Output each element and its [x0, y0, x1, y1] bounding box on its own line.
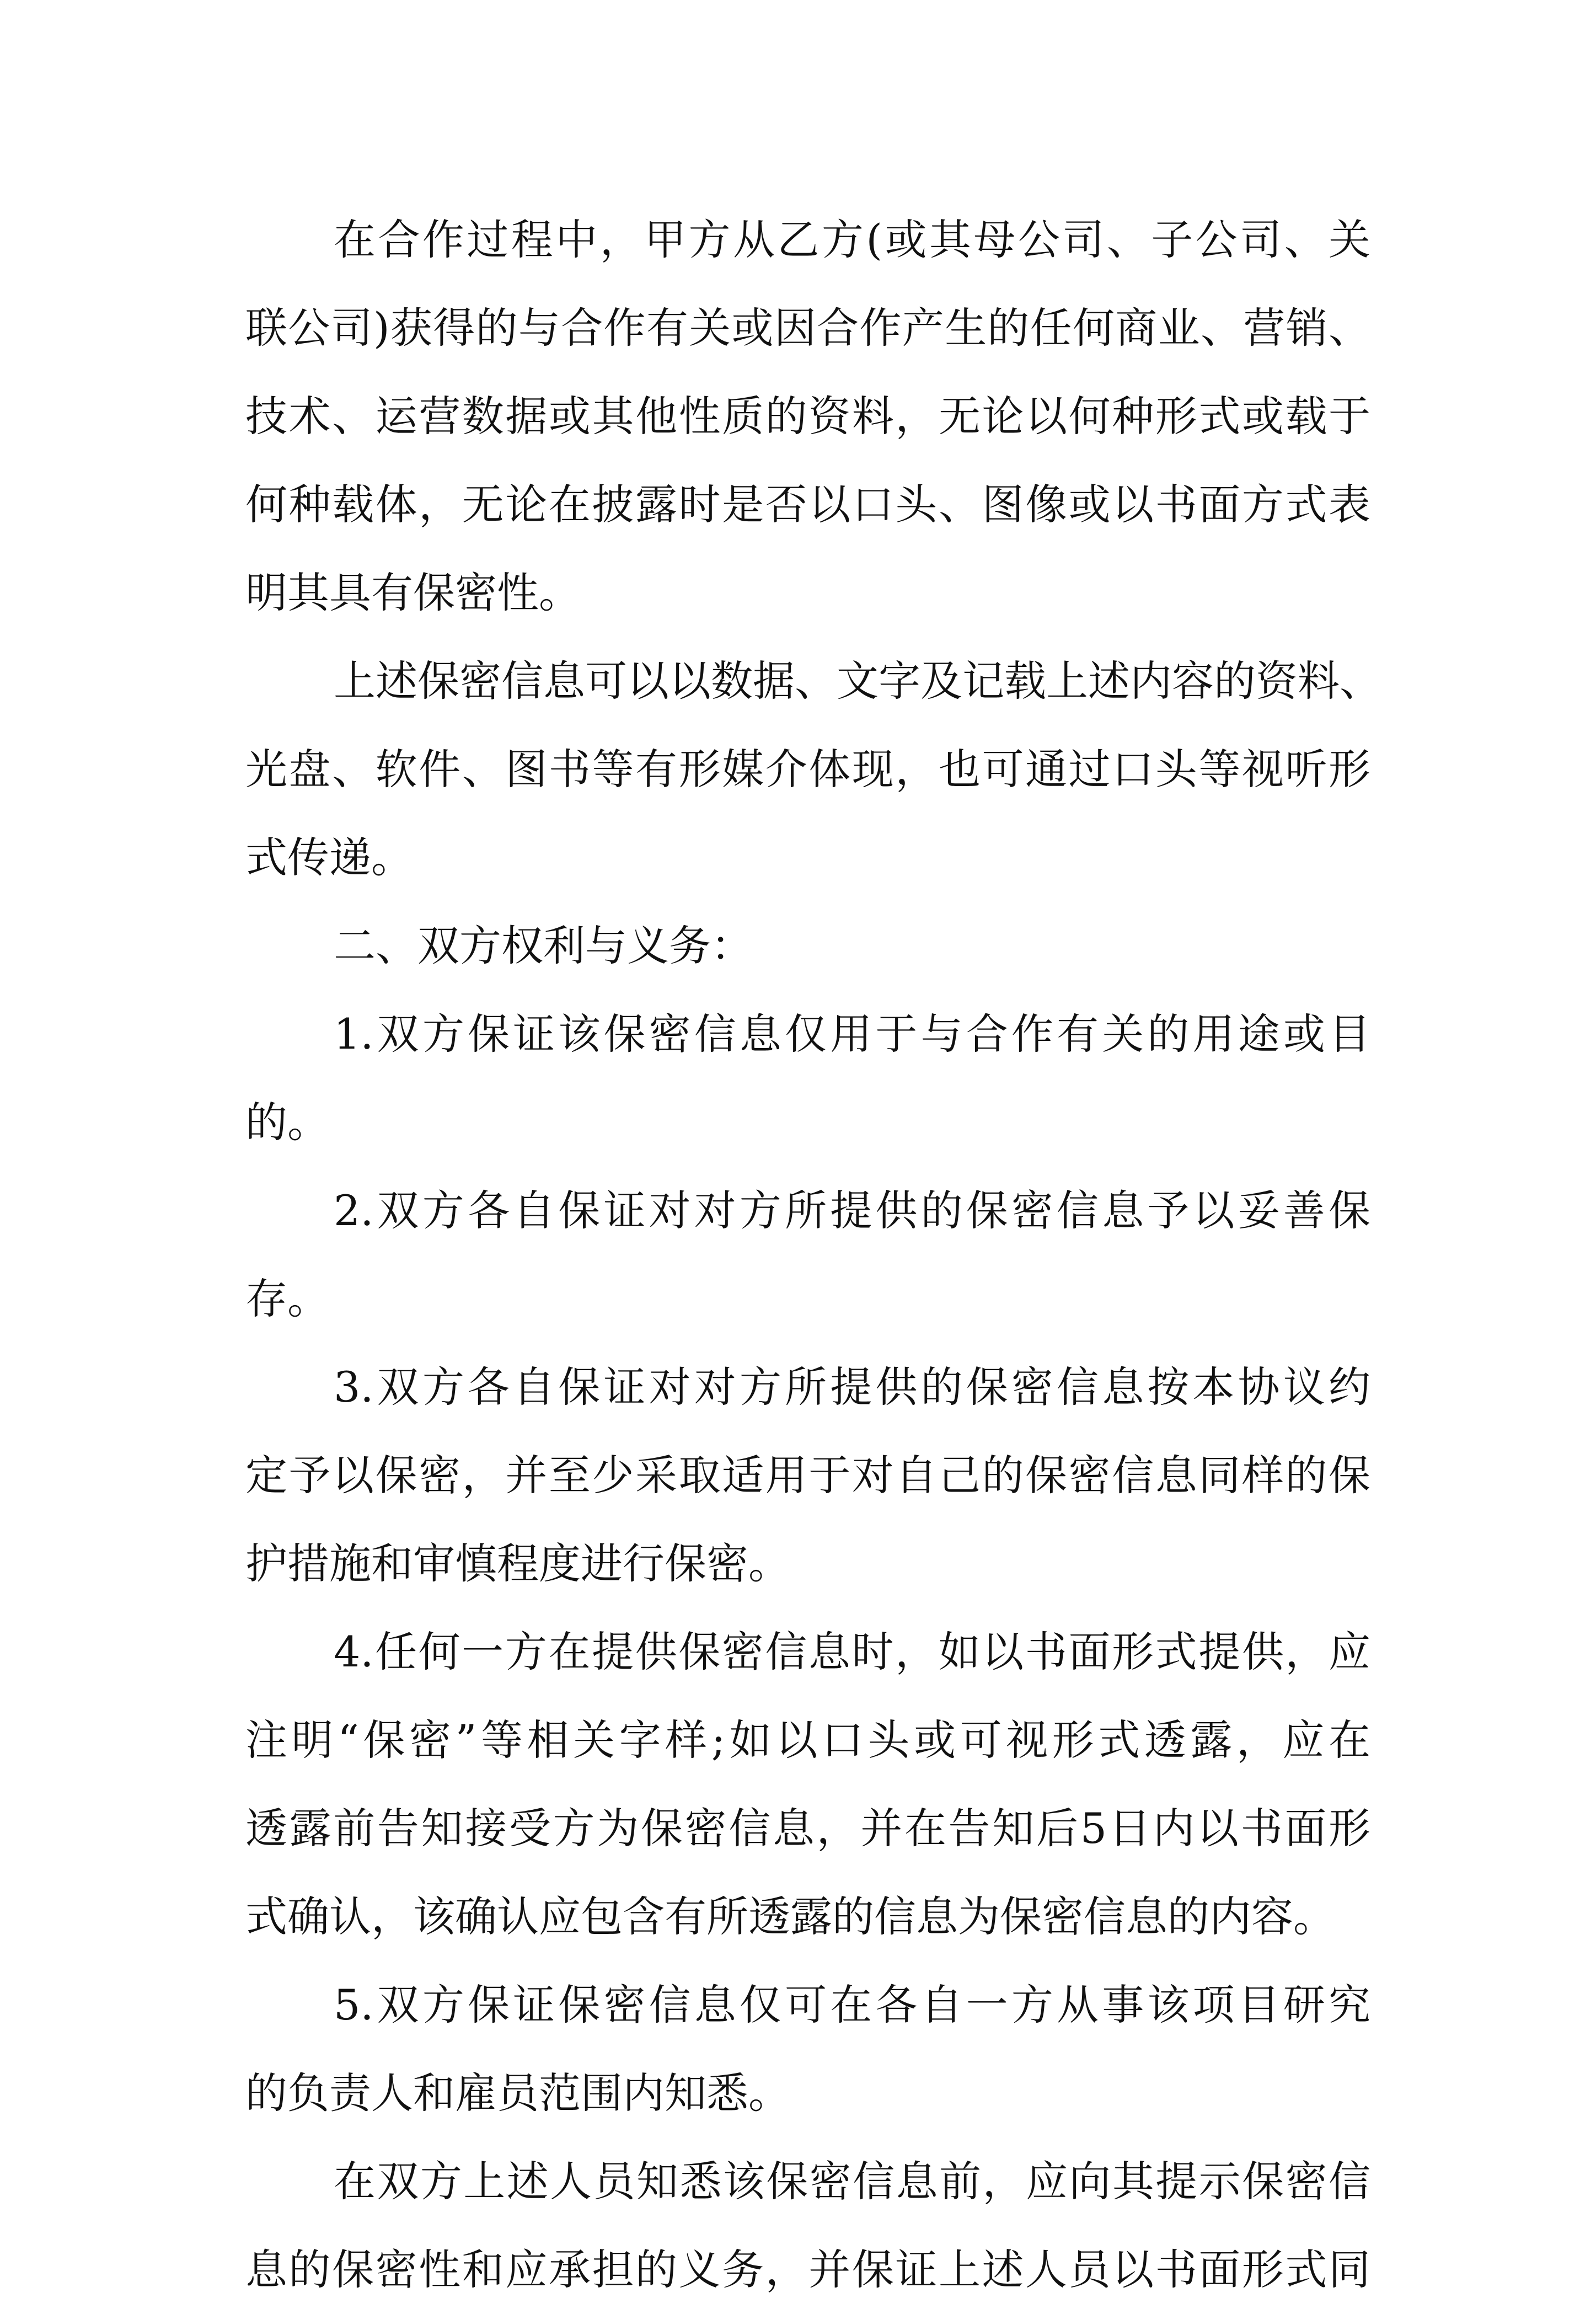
text-line: 明其具有保密性。 [245, 568, 581, 617]
text-line: 5.双方保证保密信息仅可在各自一方从事该项目研究 [334, 1980, 1370, 2029]
paragraph [245, 2137, 1370, 2314]
text-line: 注明“保密”等相关字样;如以口头或可视形式透露，应在 [245, 1716, 1370, 1765]
text-line: 的。 [245, 1098, 329, 1147]
paragraph [245, 637, 1381, 902]
text-line: 存。 [245, 1274, 329, 1323]
text-line: 护措施和审慎程度进行保密。 [245, 1539, 790, 1588]
text-line: 的负责人和雇员范围内知悉。 [245, 2069, 790, 2118]
text-line: 4.任何一方在提供保密信息时，如以书面形式提供，应 [334, 1627, 1370, 1676]
paragraph [245, 1167, 1370, 1343]
paragraph [245, 1961, 1370, 2137]
text-line: 3.双方各自保证对对方所提供的保密信息按本协议约 [334, 1362, 1370, 1412]
paragraph [245, 1343, 1370, 1608]
text-line: 式传递。 [245, 833, 413, 882]
text-line: 二、双方权利与义务： [334, 921, 753, 970]
document-body [245, 196, 1381, 2314]
paragraph [245, 990, 1370, 1167]
text-line: 定予以保密，并至少采取适用于对自己的保密信息同样的保 [245, 1451, 1370, 1500]
text-line: 联公司)获得的与合作有关或因合作产生的任何商业、营销、 [245, 303, 1370, 352]
section-heading [245, 902, 1370, 990]
text-line: 1.双方保证该保密信息仅用于与合作有关的用途或目 [334, 1009, 1370, 1059]
text-line: 透露前告知接受方为保密信息，并在告知后5日内以书面形 [245, 1804, 1370, 1853]
text-line: 息的保密性和应承担的义务，并保证上述人员以书面形式同 [245, 2245, 1370, 2294]
text-line: 光盘、软件、图书等有形媒介体现，也可通过口头等视听形 [245, 745, 1370, 794]
text-line: 技术、运营数据或其他性质的资料，无论以何种形式或载于 [245, 392, 1370, 441]
text-line: 何种载体，无论在披露时是否以口头、图像或以书面方式表 [245, 480, 1370, 529]
text-line: 2.双方各自保证对对方所提供的保密信息予以妥善保 [334, 1186, 1370, 1235]
text-line: 在双方上述人员知悉该保密信息前，应向其提示保密信 [334, 2157, 1370, 2206]
text-line: 在合作过程中，甲方从乙方(或其母公司、子公司、关 [334, 215, 1370, 264]
text-line: 上述保密信息可以以数据、文字及记载上述内容的资料、 [334, 656, 1381, 706]
paragraph [245, 196, 1370, 637]
text-line: 式确认，该确认应包含有所透露的信息为保密信息的内容。 [245, 1892, 1335, 1941]
paragraph [245, 1608, 1370, 1961]
